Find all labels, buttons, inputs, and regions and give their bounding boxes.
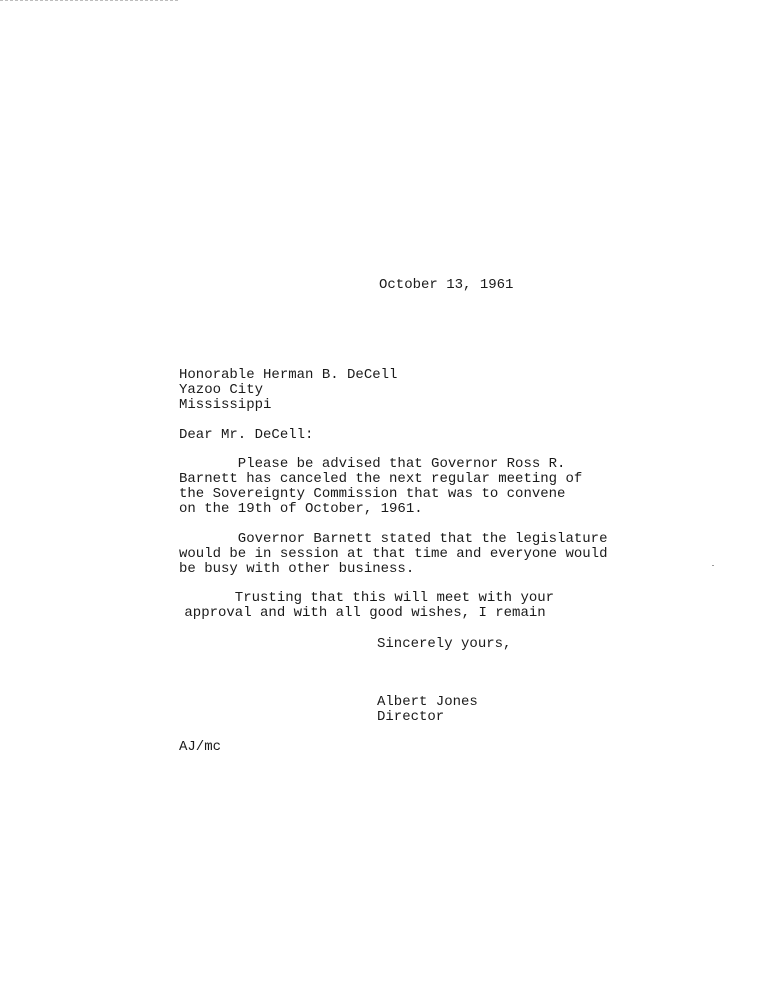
signer-title: Director bbox=[377, 709, 445, 725]
paper-speck bbox=[712, 565, 714, 566]
recipient-name: Honorable Herman B. DeCell bbox=[179, 367, 398, 383]
recipient-city: Yazoo City bbox=[179, 382, 264, 398]
salutation: Dear Mr. DeCell: bbox=[179, 427, 314, 443]
top-edge-dashes bbox=[0, 0, 178, 1]
body-paragraph-2: Governor Barnett stated that the legislature would be in session at that time and everyone would be busy with other business. bbox=[179, 531, 608, 577]
signer-name: Albert Jones bbox=[377, 694, 478, 710]
letter-date: October 13, 1961 bbox=[379, 277, 514, 293]
reference-initials: AJ/mc bbox=[179, 739, 222, 755]
body-paragraph-1: Please be advised that Governor Ross R. Barnett has canceled the next regular meeting of the Sovereignty Commission that was to convene on the 19th of October, 1961. bbox=[179, 456, 583, 517]
body-paragraph-3: Trusting that this will meet with your approval and with all good wishes, I remain bbox=[184, 590, 555, 621]
recipient-state: Mississippi bbox=[179, 397, 272, 413]
complimentary-closing: Sincerely yours, bbox=[377, 636, 512, 652]
